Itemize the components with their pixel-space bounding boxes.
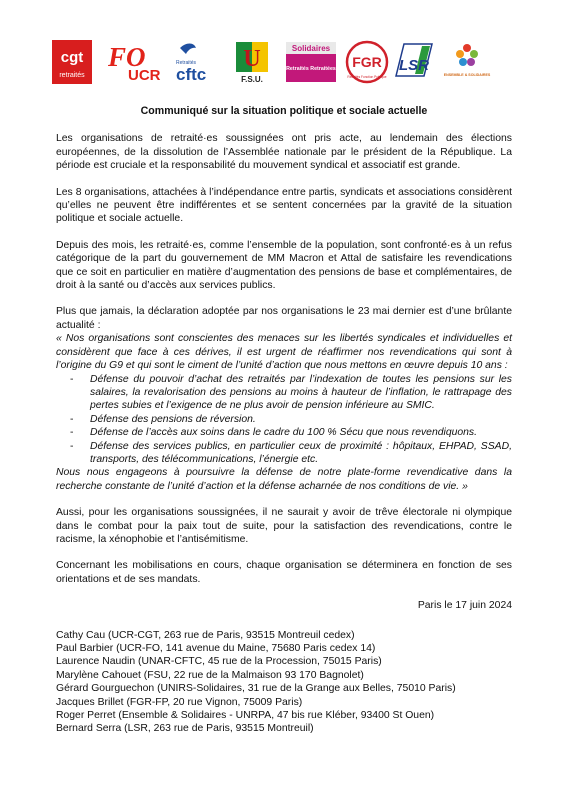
solidaires-logo-text: Solidaires [291,44,331,53]
cftc-logo-text: cftc [176,65,207,84]
fsu-logo [232,40,272,84]
demand-item: - Défense des pensions de réversion. [90,413,512,426]
communique [56,105,512,736]
paragraph-3: Depuis des mois, les retraité·es, comme l’ensemble de la population, sont confronté·es à un refus catégorique de la part du gouvernement de MM Macron et Attal de satisfaire les revendications que ce soit en particulier en matière d’augmentation des pensions de base et complémentaires, de droit à la santé ou d’accès aux services publics. [56,239,512,292]
demands-list [56,373,512,467]
lsr-logo [396,40,436,84]
signatory: Bernard Serra (LSR, 263 rue de Paris, 93515 Montreuil) [56,723,314,735]
signatory: Laurence Naudin (UNAR-CFTC, 45 rue de la Procession, 75015 Paris) [56,656,382,668]
fgr-logo-text: FGR [352,54,382,70]
fo-logo-text: FO [108,42,146,72]
ucr-logo-text: UCR [128,67,161,84]
dove-icon [180,44,196,55]
cgt-logo-subtext: retraités [59,72,85,79]
document-date: Paris le 17 juin 2024 [417,600,512,612]
paragraph-2: Les 8 organisations, attachées à l’indépendance entre partis, syndicats et associations considèrent qu’elles ne peuvent être indifférentes et se sentent concernées par la gravité de la situation politique et sociale actuelle. [56,186,512,225]
paragraph-5: Aussi, pour les organisations soussignées, il ne saurait y avoir de trêve électorale ni olympique dans le combat pour la paix tout de suite, pour la satisfaction des revendications, contre le racisme, la xénophobie et l’antisémitisme. [56,507,512,545]
signatory: Jacques Brillet (FGR-FP, 20 rue Vignon, 75009 Paris) [56,696,303,708]
demand-item: - Défense des services publics, en particulier ceux de proximité : hôpitaux, EHPAD, SSAD, transports, des télécommunications, l’énergie etc. [90,440,512,467]
fgr-logo-subtext: Retraités Fonction Publique [347,75,387,79]
logo-strip [52,40,522,88]
document-title: Communiqué sur la situation politique et sociale actuelle [140,105,428,117]
signatory: Cathy Cau (UCR-CGT, 263 rue de Paris, 93515 Montreuil cedex) [56,629,355,641]
cftc-logo [174,40,226,84]
signatory: Marylène Cahouet (FSU, 22 rue de la Malmaison 93 170 Bagnolet) [56,669,364,681]
signatory: Roger Perret (Ensemble & Solidaires - UNRPA, 47 bis rue Kléber, 93400 St Ouen) [56,710,435,722]
fo-ucr-logo [104,40,170,84]
solidaires-logo-subtext: Retraités Retraitées [286,66,336,72]
lsr-logo-text: LSR [399,57,429,74]
fsu-logo-subtext: F.S.U. [241,75,263,84]
fgr-fp-logo [344,40,390,84]
cftc-logo-subtext: Retraités [176,60,197,66]
ensemble-solidaires-logo [443,40,491,84]
paragraph-1: Les organisations de retraité·es soussignées ont pris acte, au lendemain des élections européennes, de la dissolution de l’Assemblée nationale par le président de la République. La période est cruciale et la responsabilité du mouvement syndical et associatif est grande. [56,133,512,172]
paragraph-4: Plus que jamais, la déclaration adoptée par nos organisations le 23 mai dernier est d’une brûlante actualité : [56,306,512,331]
paragraph-6: Concernant les mobilisations en cours, chaque organisation se déterminera en fonction de ses orientations et de ses mandats. [56,560,512,585]
demand-item: - Défense de l’accès aux soins dans le cadre du 100 % Sécu que nous revendiquons. [90,426,512,439]
signatory: Paul Barbier (UCR-FO, 141 avenue du Maine, 75680 Paris cedex 14) [56,643,376,654]
signatories-list [56,629,512,736]
quote-intro: « Nos organisations sont conscientes des menaces sur les libertés syndicales et individuelles et considèrent que face à ces dérives, il est urgent de réaffirmer nos revendications qui sont à l’origine du G9 et qui sont le ciment de l’unité d’action que nous mettons en œuvre depuis 10 ans : [56,333,512,372]
demand-item: - Défense du pouvoir d’achat des retraités par l’indexation de toutes les pensions sur les salaires, la revalorisation des pensions au moins à hauteur de l’inflation, le rattrapage des pertes subies et l’exigence de ne plus avoir de pension inférieure au SMIC. [90,373,512,413]
cgt-logo [52,40,92,84]
cgt-logo-text: cgt [60,49,84,66]
quote-outro: Nous nous engageons à poursuivre la défense de notre plate-forme revendicative dans la recherche constante de l’unité d’action et la défense acharnée de nos conditions de vie. » [56,467,512,492]
fsu-logo-text: U [243,46,261,72]
signatory: Gérard Gourguechon (UNIRS-Solidaires, 31 rue de la Grange aux Belles, 75010 Paris) [56,683,456,695]
ensemble-logo-text: ENSEMBLE & SOLIDAIRES [443,73,491,77]
solidaires-logo [286,40,336,84]
